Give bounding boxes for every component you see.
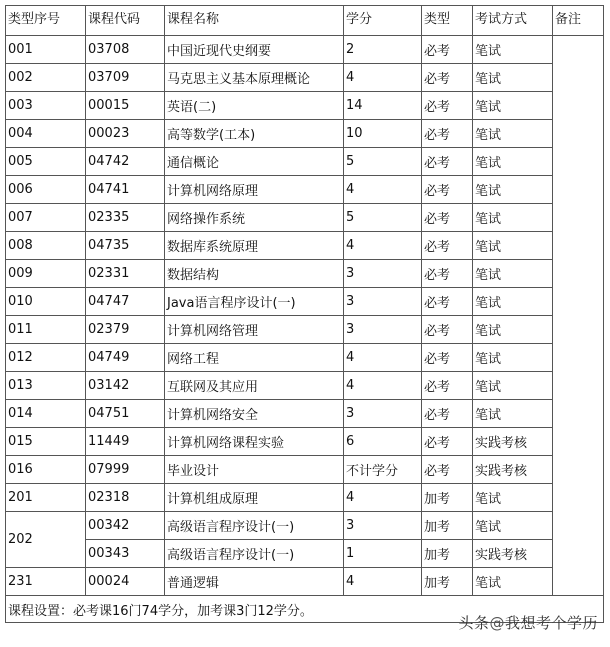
cell-code: 03142 (86, 372, 165, 400)
cell-seq: 009 (6, 260, 86, 288)
cell-exam: 实践考核 (473, 456, 553, 484)
cell-name: 计算机组成原理 (165, 484, 344, 512)
cell-type: 必考 (422, 344, 473, 372)
cell-seq: 012 (6, 344, 86, 372)
table-row (6, 64, 604, 92)
cell-code: 11449 (86, 428, 165, 456)
cell-seq: 005 (6, 148, 86, 176)
header-type: 类型 (422, 6, 473, 36)
cell-exam: 笔试 (473, 64, 553, 92)
cell-name: 高级语言程序设计(一) (165, 540, 344, 568)
cell-code: 03708 (86, 36, 165, 64)
cell-name: 数据库系统原理 (165, 232, 344, 260)
cell-code: 07999 (86, 456, 165, 484)
cell-credit: 4 (344, 344, 422, 372)
cell-code: 04741 (86, 176, 165, 204)
cell-name: 计算机网络安全 (165, 400, 344, 428)
cell-type: 必考 (422, 428, 473, 456)
cell-credit: 14 (344, 92, 422, 120)
cell-exam: 笔试 (473, 568, 553, 596)
cell-name: 数据结构 (165, 260, 344, 288)
cell-credit: 5 (344, 148, 422, 176)
cell-credit: 5 (344, 204, 422, 232)
table-row (6, 120, 604, 148)
header-credit: 学分 (344, 6, 422, 36)
header-row (6, 6, 604, 36)
cell-type: 必考 (422, 36, 473, 64)
cell-credit: 3 (344, 512, 422, 540)
cell-credit: 4 (344, 568, 422, 596)
cell-seq: 231 (6, 568, 86, 596)
cell-credit: 3 (344, 288, 422, 316)
cell-seq: 013 (6, 372, 86, 400)
cell-name: 计算机网络管理 (165, 316, 344, 344)
cell-credit: 4 (344, 372, 422, 400)
cell-name: 高级语言程序设计(一) (165, 512, 344, 540)
table-row (6, 568, 604, 596)
cell-exam: 笔试 (473, 148, 553, 176)
cell-type: 必考 (422, 204, 473, 232)
watermark-at: @ (489, 614, 505, 632)
cell-type: 必考 (422, 148, 473, 176)
cell-name: 计算机网络原理 (165, 176, 344, 204)
cell-seq: 201 (6, 484, 86, 512)
cell-seq: 014 (6, 400, 86, 428)
cell-exam: 笔试 (473, 92, 553, 120)
table-row (6, 204, 604, 232)
cell-code: 00023 (86, 120, 165, 148)
cell-exam: 笔试 (473, 120, 553, 148)
table-row (6, 512, 604, 540)
cell-name: 英语(二) (165, 92, 344, 120)
cell-code: 00342 (86, 512, 165, 540)
table-row (6, 400, 604, 428)
cell-type: 必考 (422, 316, 473, 344)
cell-type: 必考 (422, 288, 473, 316)
cell-code: 02335 (86, 204, 165, 232)
header-seq: 类型序号 (6, 6, 86, 36)
cell-name: 互联网及其应用 (165, 372, 344, 400)
cell-type: 加考 (422, 484, 473, 512)
cell-seq: 002 (6, 64, 86, 92)
header-exam: 考试方式 (473, 6, 553, 36)
cell-name: 网络工程 (165, 344, 344, 372)
cell-type: 必考 (422, 260, 473, 288)
cell-credit: 4 (344, 176, 422, 204)
cell-code: 02379 (86, 316, 165, 344)
cell-exam: 笔试 (473, 288, 553, 316)
cell-exam: 实践考核 (473, 428, 553, 456)
cell-type: 必考 (422, 232, 473, 260)
cell-seq: 016 (6, 456, 86, 484)
cell-code: 04751 (86, 400, 165, 428)
cell-notes (553, 36, 604, 596)
cell-seq: 011 (6, 316, 86, 344)
watermark-name: 我想考个学历 (504, 614, 598, 632)
cell-code: 02318 (86, 484, 165, 512)
cell-exam: 笔试 (473, 372, 553, 400)
cell-exam: 笔试 (473, 484, 553, 512)
cell-credit: 4 (344, 232, 422, 260)
cell-code: 00015 (86, 92, 165, 120)
cell-exam: 笔试 (473, 36, 553, 64)
cell-exam: 笔试 (473, 232, 553, 260)
cell-type: 加考 (422, 512, 473, 540)
cell-code: 00343 (86, 540, 165, 568)
cell-name: Java语言程序设计(一) (165, 288, 344, 316)
cell-credit: 4 (344, 484, 422, 512)
cell-name: 网络操作系统 (165, 204, 344, 232)
cell-seq: 010 (6, 288, 86, 316)
table-row (6, 36, 604, 64)
cell-exam: 笔试 (473, 176, 553, 204)
table-row (6, 484, 604, 512)
cell-seq: 007 (6, 204, 86, 232)
cell-credit: 不计学分 (344, 456, 422, 484)
table-row (6, 344, 604, 372)
cell-seq: 004 (6, 120, 86, 148)
cell-credit: 10 (344, 120, 422, 148)
cell-exam: 笔试 (473, 512, 553, 540)
cell-credit: 3 (344, 316, 422, 344)
cell-name: 通信概论 (165, 148, 344, 176)
footer-note: 课程设置：必考课16门74学分，加考课3门12学分。 (6, 596, 604, 623)
cell-name: 计算机网络课程实验 (165, 428, 344, 456)
table-row (6, 428, 604, 456)
cell-name: 马克思主义基本原理概论 (165, 64, 344, 92)
course-table (5, 5, 604, 623)
table-row (6, 232, 604, 260)
cell-type: 必考 (422, 64, 473, 92)
cell-name: 普通逻辑 (165, 568, 344, 596)
cell-name: 毕业设计 (165, 456, 344, 484)
cell-seq: 006 (6, 176, 86, 204)
cell-seq: 008 (6, 232, 86, 260)
cell-type: 必考 (422, 92, 473, 120)
table-row (6, 540, 604, 568)
cell-seq: 003 (6, 92, 86, 120)
table-row (6, 176, 604, 204)
cell-credit: 1 (344, 540, 422, 568)
cell-code: 02331 (86, 260, 165, 288)
cell-credit: 3 (344, 260, 422, 288)
table-row (6, 260, 604, 288)
cell-code: 03709 (86, 64, 165, 92)
table-row (6, 148, 604, 176)
cell-code: 04747 (86, 288, 165, 316)
cell-seq: 202 (6, 512, 86, 568)
cell-exam: 笔试 (473, 400, 553, 428)
cell-name: 中国近现代史纲要 (165, 36, 344, 64)
cell-type: 必考 (422, 176, 473, 204)
cell-code: 04735 (86, 232, 165, 260)
cell-name: 高等数学(工本) (165, 120, 344, 148)
table-row (6, 288, 604, 316)
header-code: 课程代码 (86, 6, 165, 36)
cell-seq: 015 (6, 428, 86, 456)
cell-seq: 001 (6, 36, 86, 64)
cell-credit: 2 (344, 36, 422, 64)
cell-type: 加考 (422, 568, 473, 596)
cell-credit: 4 (344, 64, 422, 92)
cell-exam: 笔试 (473, 316, 553, 344)
header-name: 课程名称 (165, 6, 344, 36)
cell-code: 04742 (86, 148, 165, 176)
watermark (458, 612, 598, 633)
cell-type: 必考 (422, 120, 473, 148)
table-row (6, 372, 604, 400)
header-notes: 备注 (553, 6, 604, 36)
table-row (6, 92, 604, 120)
cell-type: 必考 (422, 400, 473, 428)
cell-exam: 实践考核 (473, 540, 553, 568)
cell-exam: 笔试 (473, 260, 553, 288)
cell-exam: 笔试 (473, 204, 553, 232)
cell-credit: 6 (344, 428, 422, 456)
watermark-prefix: 头条 (458, 614, 490, 632)
cell-type: 加考 (422, 540, 473, 568)
cell-type: 必考 (422, 456, 473, 484)
cell-exam: 笔试 (473, 344, 553, 372)
cell-type: 必考 (422, 372, 473, 400)
cell-code: 00024 (86, 568, 165, 596)
table-row (6, 456, 604, 484)
table-row (6, 316, 604, 344)
cell-credit: 3 (344, 400, 422, 428)
cell-code: 04749 (86, 344, 165, 372)
